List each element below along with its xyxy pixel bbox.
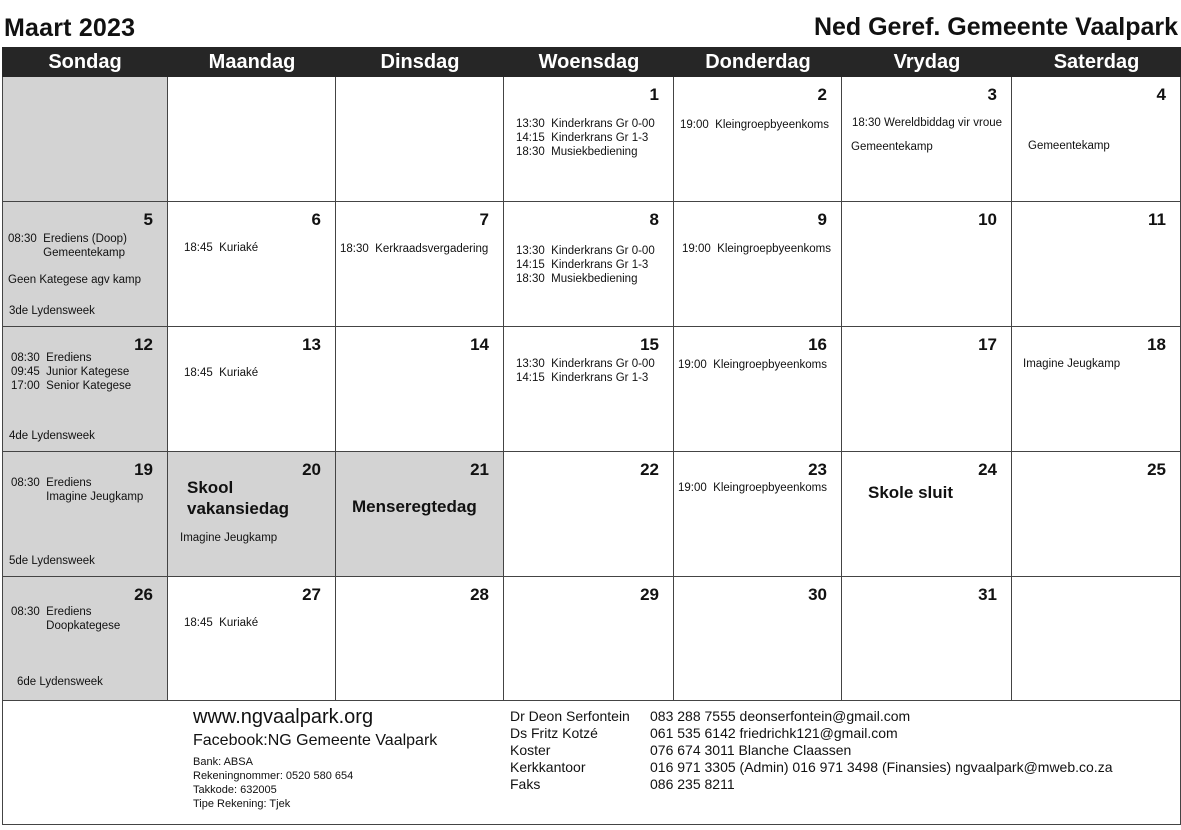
event-list: 13:30 Kinderkrans Gr 0-00 14:15 Kinderkrans Gr 1-3 18:30 Musiekbediening: [516, 118, 655, 158]
weekday-saturday: Saterdag: [1053, 51, 1140, 73]
weekday-friday: Vrydag: [893, 51, 961, 73]
day-number: 9: [817, 210, 827, 229]
day-cell[interactable]: [842, 577, 1012, 701]
day-cell[interactable]: [336, 452, 504, 577]
day-cell[interactable]: [674, 327, 842, 452]
day-cell[interactable]: [674, 202, 842, 327]
day-cell[interactable]: [168, 452, 336, 577]
holiday-label: Menseregtedag: [352, 497, 477, 516]
weekday-wednesday: Woensdag: [538, 51, 640, 73]
day-cell[interactable]: [504, 577, 674, 701]
day-cell[interactable]: [2, 327, 168, 452]
event-list: 08:30 Erediens 09:45 Junior Kategese 17:00 Senior Kategese: [11, 352, 132, 392]
day-number: 8: [649, 210, 659, 229]
day-cell[interactable]: [842, 202, 1012, 327]
month-title: Maart 2023: [4, 14, 136, 42]
event-note: Geen Kategese agv kamp: [8, 274, 141, 286]
day-cell[interactable]: [504, 202, 674, 327]
day-number: 2: [817, 85, 827, 104]
contact-label: Kerkkantoor: [510, 759, 586, 775]
day-number: 3: [987, 85, 997, 104]
weekday-thursday: Donderdag: [705, 51, 811, 73]
day-cell[interactable]: [2, 202, 168, 327]
event-list: 08:30 Erediens (Doop) Gemeentekamp: [8, 233, 127, 259]
event-list: Imagine Jeugkamp: [1023, 358, 1121, 370]
day-number: 15: [640, 335, 659, 354]
lent-week-label: 6de Lydensweek: [17, 676, 103, 688]
contact-label: Dr Deon Serfontein: [510, 708, 630, 724]
day-cell[interactable]: [1012, 327, 1181, 452]
contact-value: 061 535 6142 friedrichk121@gmail.com: [650, 725, 898, 741]
day-number: 6: [311, 210, 321, 229]
day-number: 13: [302, 335, 321, 354]
day-number: 30: [808, 585, 827, 604]
contact-value: 016 971 3305 (Admin) 016 971 3498 (Finansies) ngvaalpark@mweb.co.za: [650, 759, 1113, 775]
weekday-sunday: Sondag: [48, 51, 122, 73]
event-list: 18:45 Kuriaké: [184, 242, 259, 254]
day-cell[interactable]: [2, 577, 168, 701]
day-cell[interactable]: [674, 577, 842, 701]
day-number: 20: [302, 460, 321, 479]
day-cell[interactable]: [168, 202, 336, 327]
day-number: 4: [1156, 85, 1166, 104]
day-cell[interactable]: [168, 327, 336, 452]
day-number: 10: [978, 210, 997, 229]
holiday-label: Skole sluit: [868, 483, 954, 502]
day-number: 31: [978, 585, 997, 604]
contact-value: 086 235 8211: [650, 776, 735, 792]
day-number: 22: [640, 460, 659, 479]
day-number: 5: [143, 210, 153, 229]
day-cell[interactable]: [1012, 577, 1181, 701]
day-number: 14: [470, 335, 489, 354]
day-cell[interactable]: [504, 77, 674, 202]
website-link[interactable]: www.ngvaalpark.org: [193, 706, 374, 728]
event-list: Gemeentekamp: [1028, 140, 1110, 152]
bank-details: Bank: ABSA Rekeningnommer: 0520 580 654 Takkode: 632005 Tipe Rekening: Tjek: [193, 756, 354, 810]
contact-value: 076 674 3011 Blanche Claassen: [650, 742, 852, 758]
holiday-label: Skool vakansiedag: [187, 478, 290, 518]
day-cell[interactable]: [2, 77, 168, 202]
weekday-monday: Maandag: [208, 51, 296, 73]
event-list: 18:30 Kerkraadsvergadering: [340, 243, 489, 255]
day-cell[interactable]: [842, 452, 1012, 577]
facebook-link[interactable]: Facebook:NG Gemeente Vaalpark: [193, 732, 438, 749]
day-number: 26: [134, 585, 153, 604]
day-number: 19: [134, 460, 153, 479]
day-number: 17: [978, 335, 997, 354]
lent-week-label: 5de Lydensweek: [9, 555, 95, 567]
day-cell[interactable]: [674, 77, 842, 202]
event-list: 18:45 Kuriaké: [184, 617, 259, 629]
day-number: 29: [640, 585, 659, 604]
event-note: Imagine Jeugkamp: [180, 532, 278, 544]
day-number: 7: [479, 210, 489, 229]
day-number: 28: [470, 585, 489, 604]
contact-label: Ds Fritz Kotzé: [510, 725, 598, 741]
event-list: 19:00 Kleingroepbyeenkoms: [682, 243, 831, 255]
contact-value: 083 288 7555 deonserfontein@gmail.com: [650, 708, 911, 724]
day-cell[interactable]: [504, 327, 674, 452]
day-cell[interactable]: [674, 452, 842, 577]
event-list: 18:45 Kuriaké: [184, 367, 259, 379]
day-number: 11: [1148, 210, 1166, 229]
event-list: 19:00 Kleingroepbyeenkoms: [678, 482, 827, 494]
contact-label: Faks: [510, 776, 541, 792]
day-cell[interactable]: [1012, 452, 1181, 577]
day-number: 21: [470, 460, 489, 479]
day-cell[interactable]: [168, 577, 336, 701]
event-list: 08:30 Erediens Imagine Jeugkamp: [11, 477, 144, 503]
event-note: Gemeentekamp: [851, 141, 933, 153]
day-cell[interactable]: [1012, 77, 1181, 202]
day-cell[interactable]: [168, 77, 336, 202]
day-cell[interactable]: [1012, 202, 1181, 327]
day-number: 12: [134, 335, 153, 354]
lent-week-label: 4de Lydensweek: [9, 430, 95, 442]
day-cell[interactable]: [504, 452, 674, 577]
day-cell[interactable]: [842, 77, 1012, 202]
day-cell[interactable]: [336, 202, 504, 327]
event-list: 08:30 Erediens Doopkategese: [11, 606, 121, 632]
lent-week-label: 3de Lydensweek: [9, 305, 95, 317]
day-number: 1: [649, 85, 659, 104]
day-cell[interactable]: [336, 577, 504, 701]
day-number: 16: [808, 335, 827, 354]
event-list: 19:00 Kleingroepbyeenkoms: [678, 359, 827, 371]
day-number: 25: [1147, 460, 1166, 479]
day-cell[interactable]: [336, 327, 504, 452]
day-cell[interactable]: [336, 77, 504, 202]
day-number: 27: [302, 585, 321, 604]
church-name: Ned Geref. Gemeente Vaalpark: [813, 13, 1178, 41]
event-list: 18:30 Wereldbiddag vir vroue: [852, 117, 1003, 129]
day-number: 24: [978, 460, 997, 479]
event-list: 13:30 Kinderkrans Gr 0-00 14:15 Kinderkrans Gr 1-3 18:30 Musiekbediening: [516, 245, 655, 285]
day-cell[interactable]: [2, 452, 168, 577]
contact-label: Koster: [510, 742, 551, 758]
weekday-header-bar: [2, 47, 1181, 77]
event-list: 19:00 Kleingroepbyeenkoms: [680, 119, 829, 131]
day-number: 23: [808, 460, 827, 479]
day-cell[interactable]: [842, 327, 1012, 452]
day-number: 18: [1147, 335, 1166, 354]
event-list: 13:30 Kinderkrans Gr 0-00 14:15 Kinderkrans Gr 1-3: [516, 358, 655, 384]
weekday-tuesday: Dinsdag: [380, 51, 460, 73]
